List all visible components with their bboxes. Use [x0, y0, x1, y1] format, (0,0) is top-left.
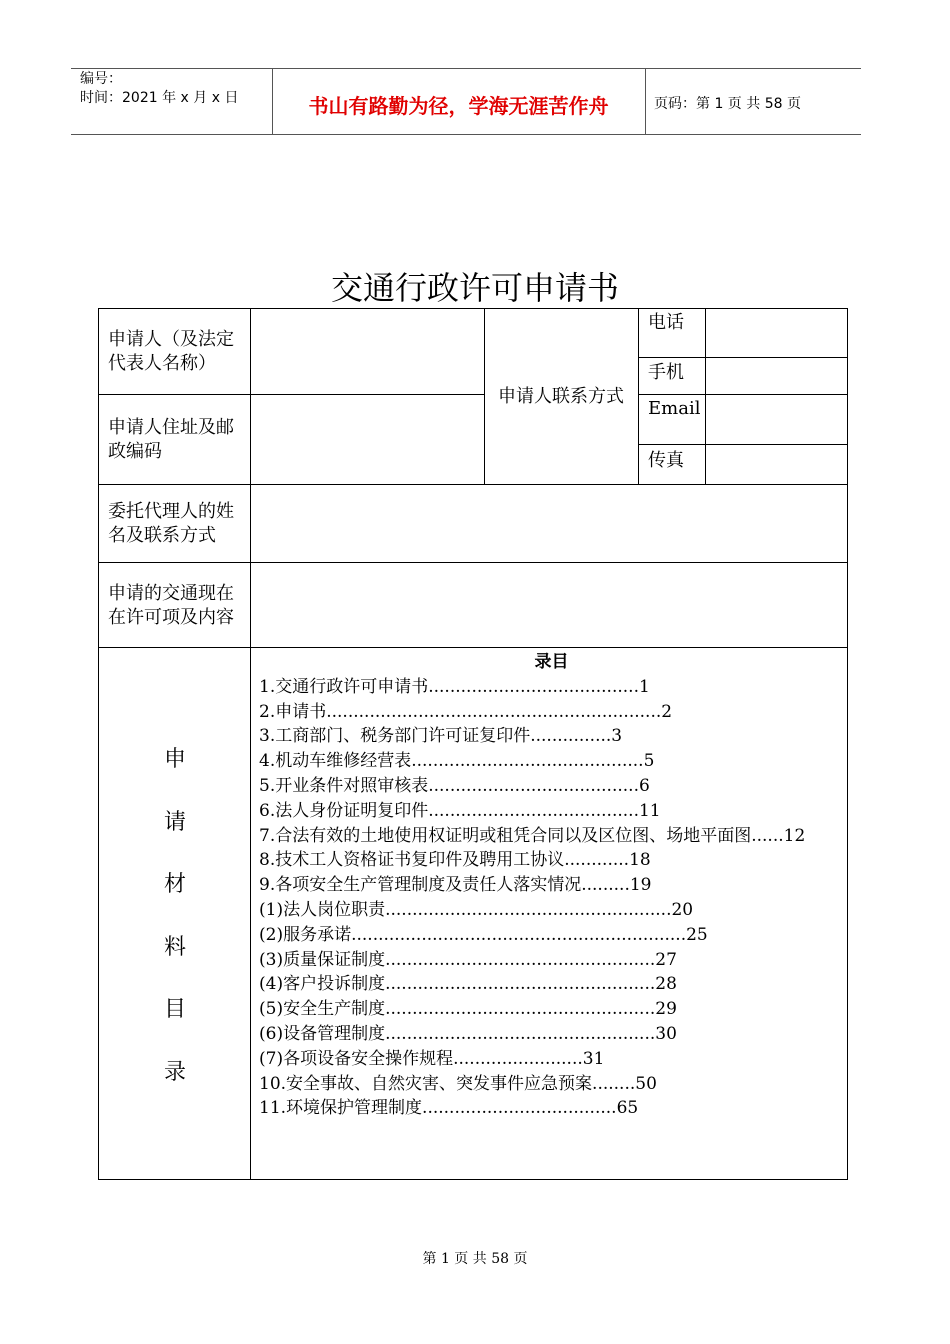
materials-label-char: 录 — [163, 1059, 186, 1085]
header-slogan: 书山有路勤为径，学海无涯苦作舟 — [308, 94, 609, 118]
toc-item: 6.法人身份证明复印件.......................................11 — [259, 800, 661, 821]
toc-item: 5.开业条件对照审核表.......................................6 — [259, 775, 650, 796]
permit-items-label: 申请的交通现在在许可项及内容 — [108, 583, 234, 628]
document-number-label: 编号： — [80, 71, 122, 87]
toc-item: 9.各项安全生产管理制度及责任人落实情况.........19 — [259, 875, 652, 896]
materials-directory-label — [100, 742, 250, 1117]
header-page-info: 页码：第 1 页 共 58 页 — [654, 96, 801, 112]
mobile-label: 手机 — [648, 362, 684, 383]
materials-label-char: 料 — [163, 934, 186, 960]
contact-method-label: 申请人联系方式 — [498, 386, 624, 407]
header-top-rule — [71, 68, 861, 69]
toc-item: (1)法人岗位职责.....................................................20 — [259, 899, 694, 920]
page-title: 交通行政许可申请书 — [330, 269, 619, 307]
table-of-contents — [259, 650, 844, 1121]
toc-item: (4)客户投诉制度..................................................28 — [259, 974, 677, 995]
materials-label-char: 申 — [163, 747, 186, 772]
toc-item: 3.工商部门、税务部门许可证复印件...............3 — [259, 726, 623, 747]
applicant-label: 申请人（及法定代表人名称） — [108, 329, 234, 374]
toc-item: 4.机动车维修经营表...........................................5 — [259, 751, 655, 772]
toc-item: 2.申请书..............................................................2 — [259, 701, 673, 722]
materials-label-char: 请 — [163, 809, 186, 835]
toc-title: 录目 — [534, 652, 569, 672]
toc-item: (5)安全生产制度..................................................29 — [259, 999, 677, 1020]
toc-item: (3)质量保证制度..................................................27 — [259, 949, 677, 970]
toc-item: (7)各项设备安全操作规程........................31 — [259, 1048, 605, 1069]
toc-item: (2)服务承诺..............................................................25 — [259, 924, 708, 945]
materials-label-char: 材 — [163, 872, 186, 897]
header-meta — [80, 70, 238, 108]
toc-item: 10.安全事故、自然灾害、突发事件应急预案........50 — [259, 1073, 657, 1094]
phone-label: 电话 — [648, 312, 684, 333]
header-bottom-rule — [71, 134, 861, 135]
page-footer: 第 1 页 共 58 页 — [422, 1251, 528, 1267]
toc-item: 8.技术工人资格证书复印件及聘用工协议............18 — [259, 850, 651, 871]
document-time-label: 时间：2021 年 x 月 x 日 — [80, 90, 239, 106]
fax-label: 传真 — [648, 450, 684, 471]
toc-item: 1.交通行政许可申请书.......................................1 — [259, 676, 650, 697]
header-divider — [645, 68, 646, 135]
address-label: 申请人住址及邮政编码 — [108, 417, 234, 462]
email-label: Email — [648, 398, 701, 419]
agent-label: 委托代理人的姓名及联系方式 — [108, 501, 234, 546]
toc-item: 7.合法有效的土地使用权证明或租凭合同以及区位图、场地平面图......12 — [259, 825, 806, 846]
materials-label-char: 目 — [163, 997, 186, 1022]
toc-item: (6)设备管理制度..................................................30 — [259, 1023, 677, 1044]
toc-item: 11.环境保护管理制度....................................65 — [259, 1098, 639, 1119]
